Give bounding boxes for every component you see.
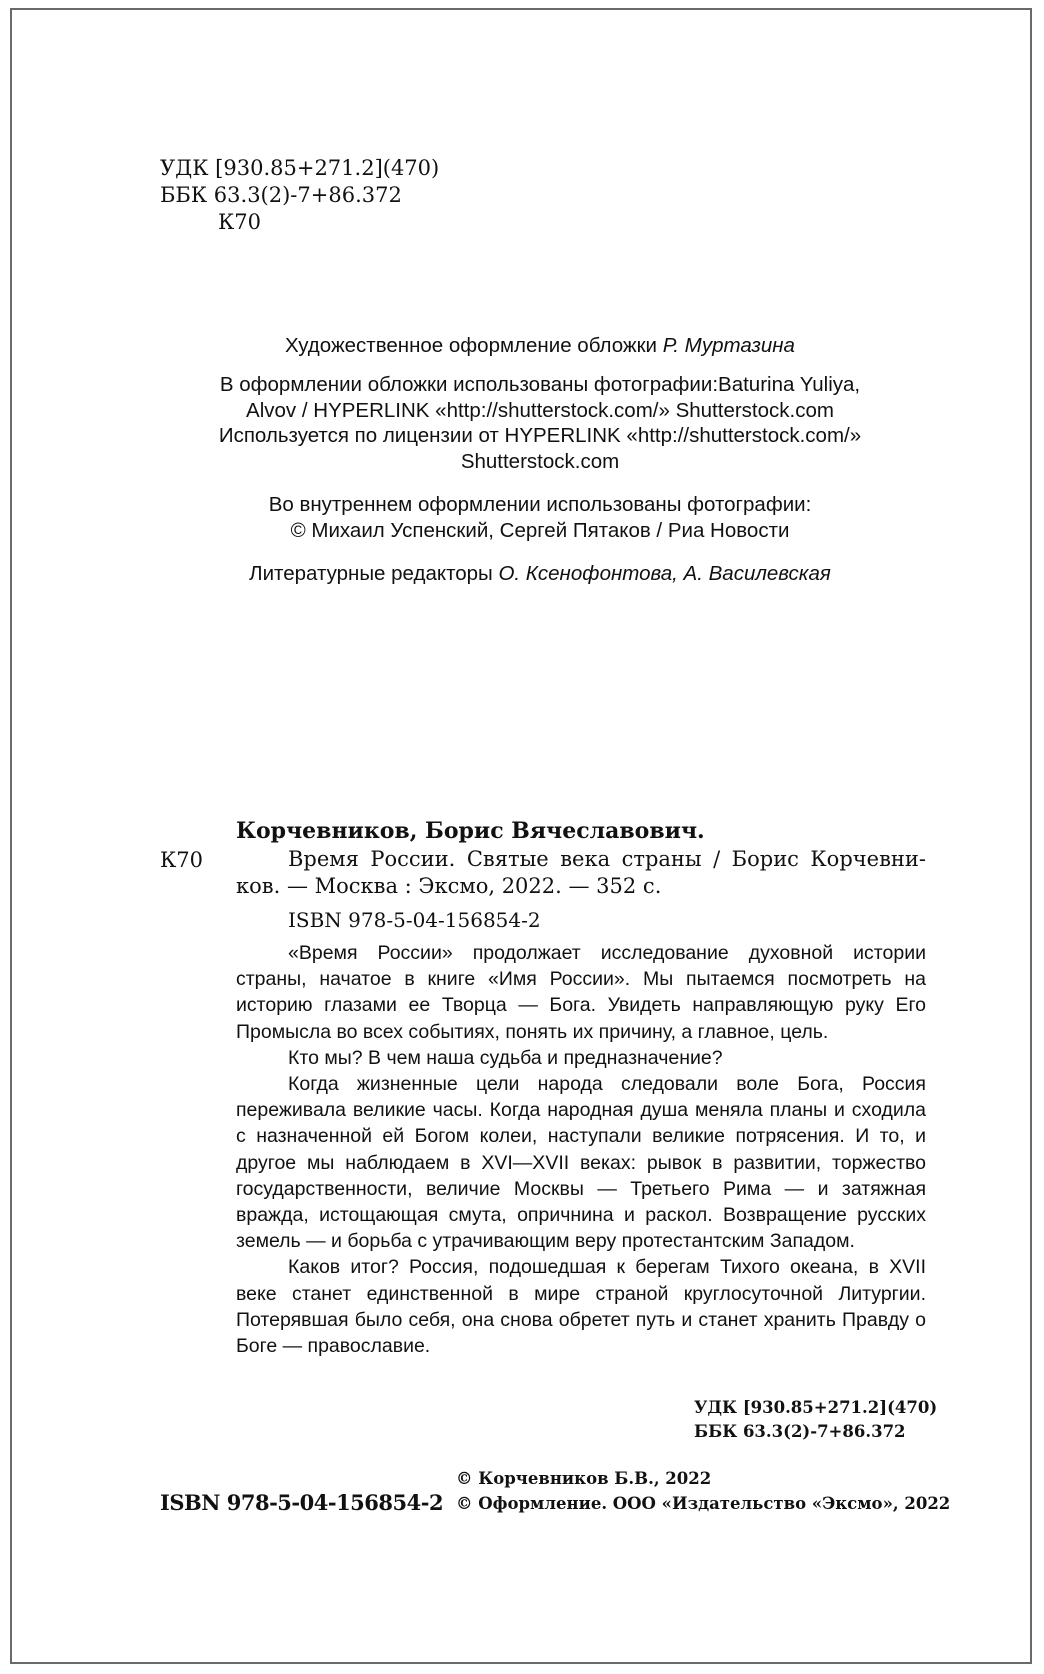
udk-code: УДК [930.85+271.2](470) [160,156,440,180]
biblio-line: ков. — Москва : Эксмо, 2022. — 352 с. [236,874,662,898]
cover-design-label: Художественное оформление обложки [285,334,658,357]
inner-photo-line: Во внутреннем оформлении использованы фотографии: [268,493,812,516]
cover-photo-line: Shutterstock.com [460,449,620,473]
copyright-block [456,1466,950,1516]
editors-names: О. Ксенофонтова, А. Василевская [498,562,831,585]
annotation-paragraph: «Время России» продолжает исследование духовной истории страны, начатое в книге «Имя России». Мы пытаемся посмотреть на историю глазами ее Творца — Бога. Увидеть направляющую руку Его Промысла во всех событиях, понять их причину, а главное, цель. [236,942,926,1043]
author-mark: К70 [218,210,261,234]
copyright-author: © Корчевников Б.В., 2022 [456,1469,712,1488]
bottom-classification-codes [694,1396,937,1444]
cover-photo-line: Используется по лицензии от HYPERLINK «http://shutterstock.com/» [218,424,862,447]
editors-credit [150,561,930,587]
editors-label: Литературные редакторы [249,562,493,585]
cover-design-credit [150,333,930,359]
top-classification-codes [160,155,439,236]
bbk-code: ББК 63.3(2)-7+86.372 [160,183,402,207]
catalog-isbn: ISBN 978-5-04-156854-2 [288,908,541,932]
annotation-paragraph: Кто мы? В чем наша судьба и предназначение? [288,1046,723,1069]
annotation-paragraph: Когда жизненные цели народа следовали воле Бога, Россия переживала великие часы. Когда народная душа меняла планы и сходила с назначенной ей Богом колеи, наступали великие потрясения. И то, и другое мы наблюдаем в XVI—XVII веках: рывок в развитии, торжество государственности, величие Москвы — Третьего Рима — и затяжная вражда, истощающая смута, опричнина и раскол. Возвращение русских земель — и борьба с утрачивающим веру протестантским Западом. [236,1073,926,1253]
catalog-author-mark: К70 [160,848,203,872]
cover-photo-credits [150,372,930,474]
cover-photo-line: Alvov / HYPERLINK «http://shutterstock.com/» Shutterstock.com [246,398,834,422]
bibliographic-description [236,846,926,900]
biblio-line: Время России. Святые века страны / Борис Корчевни- [288,847,926,871]
inner-photo-line: © Михаил Успенский, Сергей Пятаков / Риа Новости [290,518,790,542]
cover-designer-name: Р. Муртазина [662,334,795,357]
catalog-author: Корчевников, Борис Вячеславович. [236,818,705,844]
footer-isbn: ISBN 978-5-04-156854-2 [160,1490,444,1515]
copyright-design: © Оформление. ООО «Издательство «Эксмо», 2022 [456,1494,951,1513]
bbk-code: ББК 63.3(2)-7+86.372 [694,1422,906,1441]
annotation [236,940,926,1359]
inner-photo-credits [150,492,930,543]
udk-code: УДК [930.85+271.2](470) [694,1398,938,1417]
annotation-paragraph: Каков итог? Россия, подошедшая к берегам Тихого океана, в XVII веке станет единственной в мире страной круглосуточной Литургии. Потерявшая было себя, она снова обретет путь и станет хранить Правду о Боге — православие. [236,1256,926,1358]
cover-photo-line: В оформлении обложки использованы фотографии:Baturina Yuliya, [219,373,861,396]
